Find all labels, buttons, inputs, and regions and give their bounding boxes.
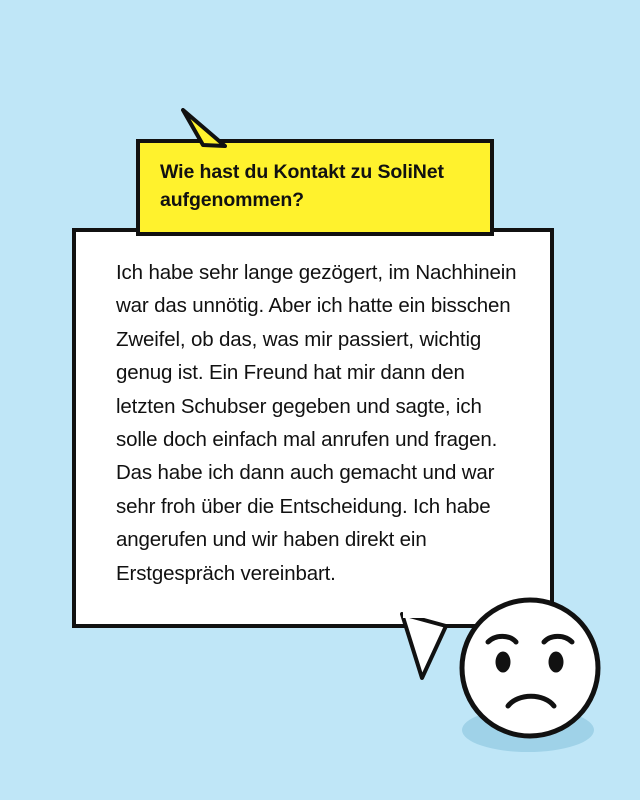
answer-text: Ich habe sehr lange gezögert, im Nachhinein war das unnötig. Aber ich hatte ein bisschen Zweifel, ob das, was mir passiert, wichtig genug ist. Ein Freund hat mir dann den letzten Schubser gegeben und sagte, ich solle doch einfach mal anrufen und fragen. Das habe ich dann auch gemacht und war sehr froh über die Entscheidung. Ich habe angerufen und wir haben direkt ein Erstgespräch vereinbart.	[116, 261, 517, 585]
question-text: Wie hast du Kontakt zu SoliNet aufgenommen?	[160, 161, 444, 211]
question-bubble-tail-icon	[181, 108, 227, 148]
worried-face-emoji	[452, 590, 612, 765]
answer-bubble	[72, 228, 554, 628]
question-bubble	[136, 139, 494, 236]
